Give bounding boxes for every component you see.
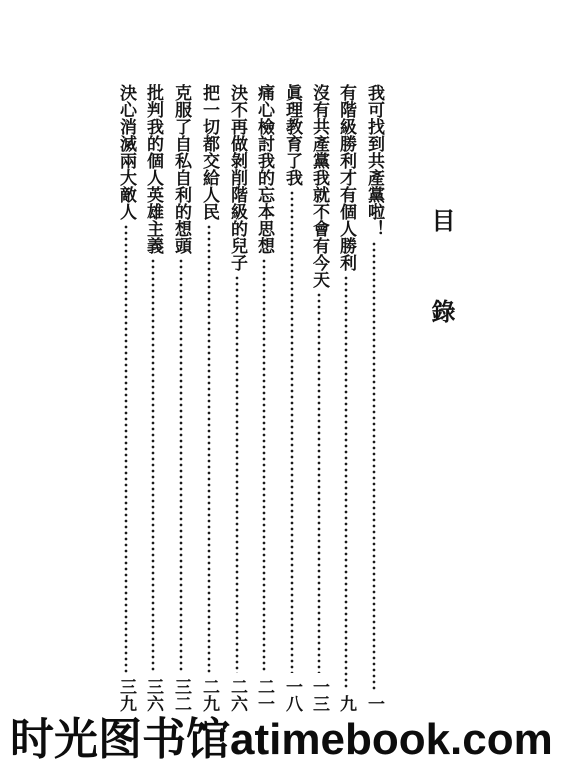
toc-entry-page-number: 一三 — [309, 678, 329, 712]
toc-dot-leader — [290, 190, 294, 673]
toc-dot-leader — [372, 241, 376, 690]
toc-heading: 目錄 — [427, 208, 456, 390]
toc-dot-leader — [262, 258, 266, 673]
toc-entry-title: 克服了自私自利的想頭 — [171, 84, 191, 254]
toc-entry-title: 把一切都交給人民 — [199, 84, 219, 220]
toc-entry — [309, 84, 329, 712]
toc-dot-leader — [124, 224, 128, 673]
toc-entry-title: 眞理教育了我 — [282, 84, 302, 186]
toc-entry-page-number: 一八 — [282, 678, 302, 712]
toc-entry — [282, 84, 302, 712]
toc-entry — [227, 84, 247, 712]
toc-entry — [143, 84, 163, 712]
toc-dot-leader — [344, 275, 348, 690]
toc-entry — [336, 84, 356, 712]
toc-entry-title: 批判我的個人英雄主義 — [143, 84, 163, 254]
toc-dot-leader — [317, 292, 321, 673]
watermark: 时光图书馆atimebook.com — [10, 715, 553, 764]
toc-entry-title: 痛心檢討我的忘本思想 — [254, 84, 274, 254]
toc-dot-leader — [179, 258, 183, 673]
toc-entry-page-number: 三九 — [116, 678, 136, 712]
toc-entry — [254, 84, 274, 712]
toc-entry-title: 沒有共產黨我就不會有今天 — [309, 84, 329, 288]
toc-dot-leader — [207, 224, 211, 673]
toc-entry-title: 決不再做剝削階級的兒子 — [227, 84, 247, 271]
toc-entry-page-number: 三二 — [171, 678, 191, 712]
toc-entry — [116, 84, 136, 712]
toc-entry-title: 有階級勝利才有個人勝利 — [336, 84, 356, 271]
toc-entry-title: 我可找到共產黨啦！ — [364, 84, 384, 237]
toc-entry-page-number: 九 — [336, 695, 356, 712]
toc-dot-leader — [235, 275, 239, 673]
toc-dot-leader — [151, 258, 155, 673]
toc-entry-page-number: 一 — [364, 695, 384, 712]
toc-entry-page-number: 二一 — [254, 678, 274, 712]
toc-entry — [171, 84, 191, 712]
toc-entry-page-number: 三六 — [143, 678, 163, 712]
toc-entry-page-number: 二六 — [227, 678, 247, 712]
toc-entry-title: 決心消滅兩大敵人 — [116, 84, 136, 220]
toc-entry — [199, 84, 219, 712]
toc-entry-page-number: 二九 — [199, 678, 219, 712]
toc-entry — [364, 84, 384, 712]
